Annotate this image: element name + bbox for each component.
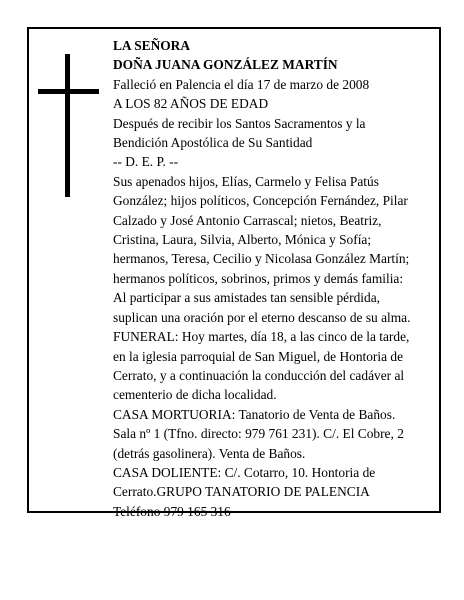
funeral-line: Cerrato, y a continuación la conducción del cadáver al — [113, 367, 405, 383]
age-line: A LOS 82 AÑOS DE EDAD — [113, 96, 269, 112]
funeral-line: FUNERAL: Hoy martes, día 18, a las cinco de la tarde, — [113, 329, 410, 345]
family-line: hermanos políticos, sobrinos, primos y demás familia: — [113, 270, 404, 286]
mortuary-line: (detrás gasolinera). Venta de Baños. — [113, 445, 306, 461]
family-line: hermanos, Teresa, Cecilio y Nicolasa González Martín; — [113, 251, 410, 267]
family-line: Calzado y José Antonio Carrascal; nietos, Beatriz, — [113, 212, 382, 228]
death-date-line: Falleció en Palencia el día 17 de marzo de 2008 — [113, 76, 370, 92]
sacraments-line: Después de recibir los Santos Sacramentos y la — [113, 115, 366, 131]
family-line: González; hijos políticos, Concepción Fernández, Pilar — [113, 193, 408, 209]
obituary-text — [113, 36, 431, 521]
deceased-name: DOÑA JUANA GONZÁLEZ MARTÍN — [113, 57, 338, 73]
rip-line: -- D. E. P. -- — [113, 154, 179, 170]
mourning-house-line: Cerrato.GRUPO TANATORIO DE PALENCIA — [113, 484, 370, 500]
mourning-house-line: CASA DOLIENTE: C/. Cotarro, 10. Hontoria de — [113, 464, 376, 480]
cross-horizontal-bar — [38, 89, 99, 94]
phone-line: Teléfono 979 165 316 — [113, 503, 231, 519]
mortuary-line: Sala nº 1 (Tfno. directo: 979 761 231). C/. El Cobre, 2 — [113, 426, 404, 442]
sacraments-line: Bendición Apostólica de Su Santidad — [113, 135, 313, 151]
funeral-line: en la iglesia parroquial de San Miguel, de Hontoria de — [113, 348, 404, 364]
mortuary-line: CASA MORTUORIA: Tanatorio de Venta de Baños. — [113, 406, 396, 422]
family-line: Cristina, Laura, Silvia, Alberto, Mónica y Sofía; — [113, 232, 372, 248]
funeral-line: cementerio de dicha localidad. — [113, 387, 277, 403]
obituary-heading: LA SEÑORA — [113, 38, 191, 53]
prayer-line: suplican una oración por el eterno descanso de su alma. — [113, 309, 411, 325]
family-line: Sus apenados hijos, Elías, Carmelo y Felisa Patús — [113, 173, 379, 189]
cross-vertical-bar — [65, 54, 70, 197]
prayer-line: Al participar a sus amistades tan sensible pérdida, — [113, 290, 380, 306]
